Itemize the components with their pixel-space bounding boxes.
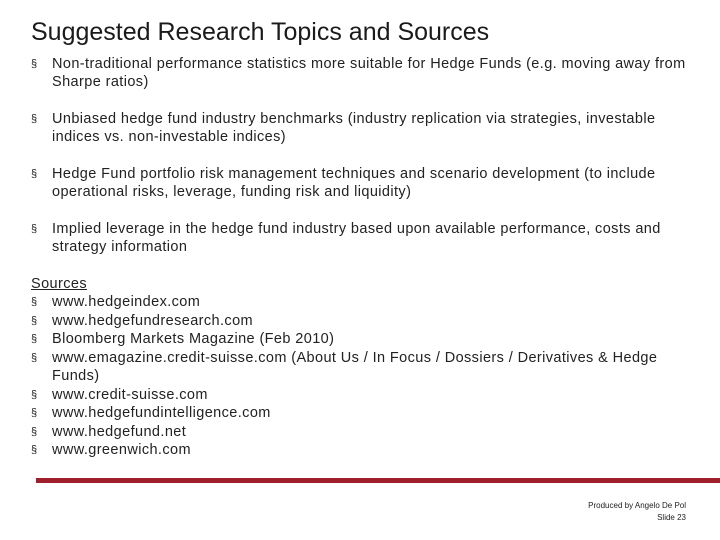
bullet-icon: §: [31, 296, 38, 308]
sources-list: [31, 293, 701, 460]
bullet-icon: §: [31, 444, 38, 456]
bullet-icon: §: [31, 425, 38, 438]
slide-footer: [588, 500, 686, 524]
source-item: [31, 312, 701, 331]
bullet-icon: §: [31, 407, 38, 419]
source-text: Bloomberg Markets Magazine (Feb 2010): [52, 331, 335, 347]
source-item: [31, 441, 701, 460]
source-item: [31, 423, 701, 442]
source-text: www.hedgefund.net: [52, 423, 187, 440]
bullet-icon: §: [31, 333, 38, 345]
topic-item: [31, 55, 701, 91]
bullet-icon: §: [31, 58, 38, 70]
bullet-icon: §: [31, 351, 38, 364]
topic-text: Hedge Fund portfolio risk management techniques and scenario development (to include operational risks, leverage, funding risk and liquidity): [52, 166, 656, 200]
source-item: [31, 386, 701, 405]
slide-title: Suggested Research Topics and Sources: [31, 18, 490, 46]
topic-text: Implied leverage in the hedge fund industry based upon available performance, costs and strategy information: [52, 221, 661, 255]
source-item: [31, 349, 701, 386]
sources-section: [31, 275, 701, 460]
footer-divider: [36, 478, 720, 483]
source-text: www.hedgefundintelligence.com: [52, 405, 271, 421]
source-item: [31, 293, 701, 312]
source-item: [31, 330, 701, 349]
sources-heading: Sources: [31, 276, 87, 292]
topic-item: [31, 165, 701, 201]
bullet-icon: §: [31, 223, 38, 235]
research-topics-list: [31, 55, 701, 275]
bullet-icon: §: [31, 113, 38, 125]
topic-text: Unbiased hedge fund industry benchmarks (industry replication via strategies, investable indices vs. non-investable indices): [52, 111, 656, 145]
bullet-icon: §: [31, 388, 38, 401]
source-text: www.credit-suisse.com: [52, 386, 208, 403]
bullet-icon: §: [31, 168, 38, 180]
source-text: www.hedgeindex.com: [52, 294, 201, 310]
source-item: [31, 404, 701, 423]
source-text: www.hedgefundresearch.com: [52, 312, 254, 329]
topic-item: [31, 220, 701, 256]
author-credit: Produced by Angelo De Pol: [588, 501, 686, 510]
topic-text: Non-traditional performance statistics more suitable for Hedge Funds (e.g. moving away from Sharpe ratios): [52, 56, 686, 90]
source-text: www.greenwich.com: [52, 442, 191, 458]
topic-item: [31, 110, 701, 146]
bullet-icon: §: [31, 314, 38, 327]
source-text: www.emagazine.credit-suisse.com (About Us / In Focus / Dossiers / Derivatives & Hedge Funds): [52, 349, 658, 384]
slide-number: Slide 23: [657, 513, 686, 522]
